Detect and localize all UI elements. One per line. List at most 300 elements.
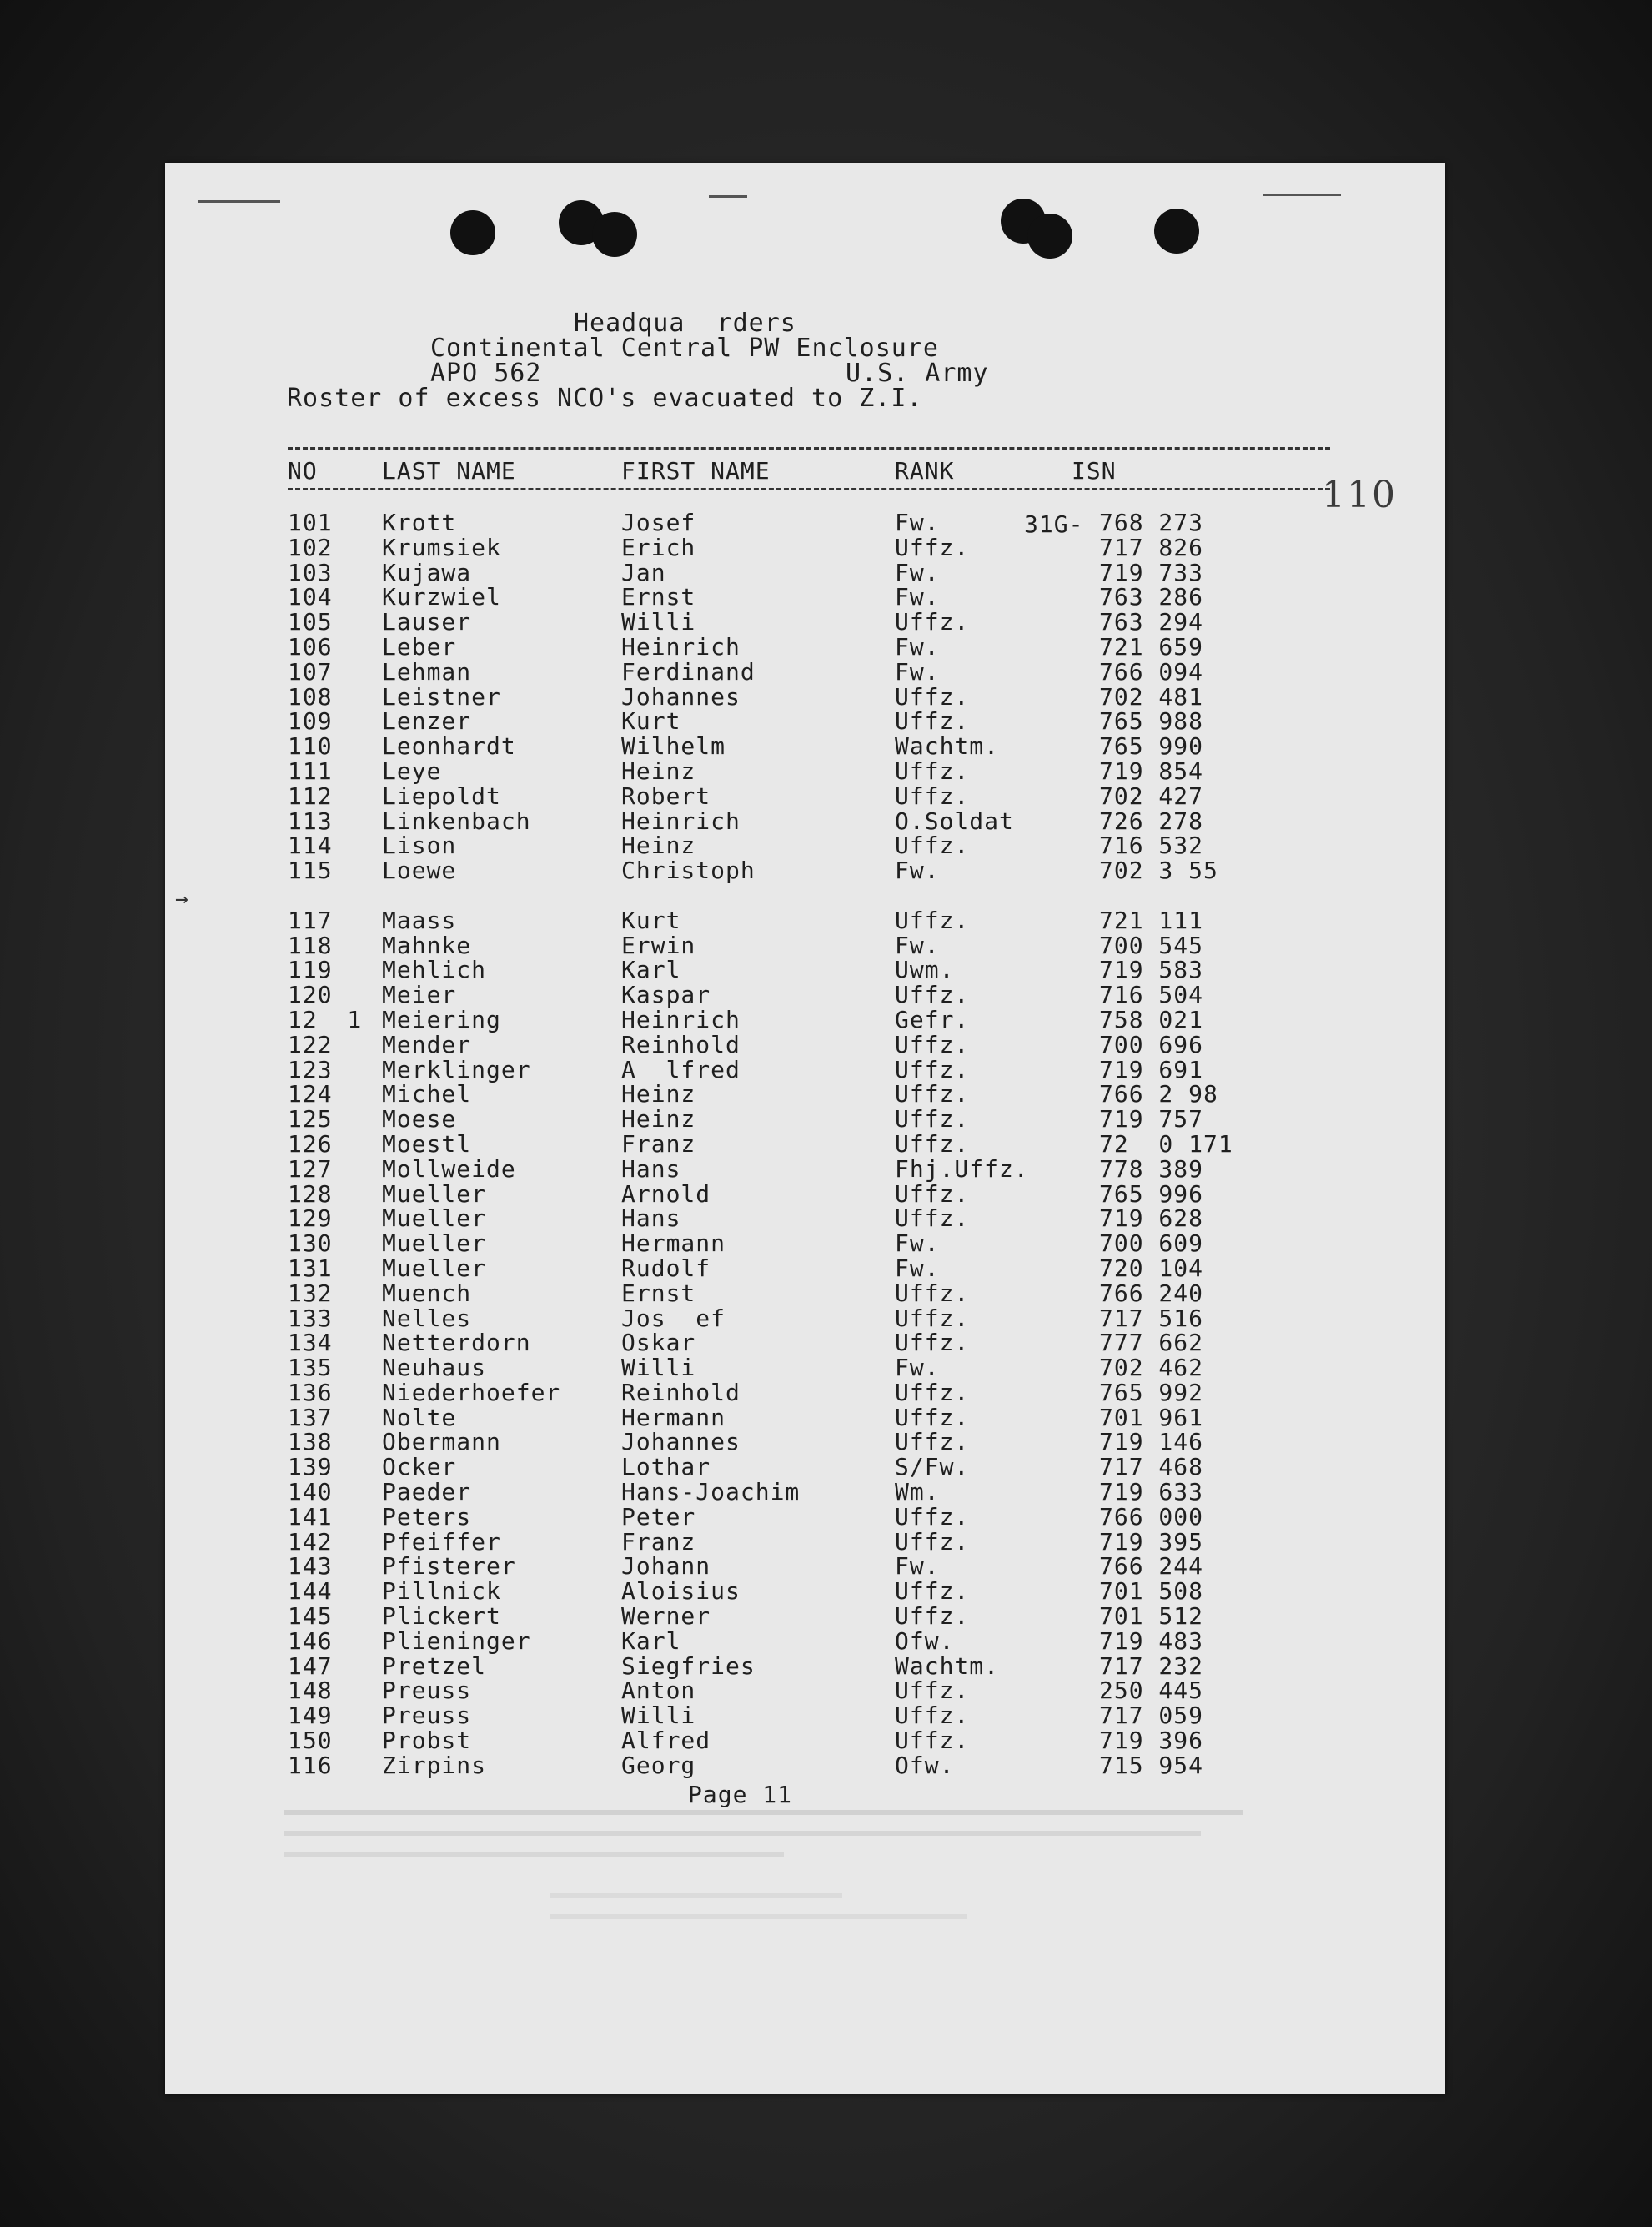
row-number: 139: [288, 1453, 333, 1481]
first-name-cell: Kaspar: [621, 981, 711, 1009]
table-row: [0, 883, 1280, 908]
last-name-cell: Obermann: [382, 1428, 501, 1456]
first-name-cell: Wilhelm: [621, 732, 726, 761]
rank-cell: S/Fw.: [895, 1453, 970, 1481]
first-name-cell: Heinz: [621, 1105, 696, 1134]
table-row: [0, 657, 1280, 686]
isn-cell: 763 294: [1099, 608, 1204, 636]
first-name-cell: Willi: [621, 1354, 696, 1382]
rank-cell: Wachtm.: [895, 1651, 1000, 1680]
first-name-cell: Robert: [621, 782, 711, 810]
rank-cell: Uwm.: [895, 956, 955, 984]
first-name-cell: Arnold: [621, 1179, 711, 1208]
table-row: [0, 1554, 1280, 1579]
table-row: [0, 1055, 1280, 1083]
dashed-rule-top: [288, 447, 1330, 450]
first-name-cell: Hermann: [621, 1403, 726, 1431]
row-number: 130: [288, 1229, 333, 1258]
row-number: 105: [288, 608, 333, 636]
isn-cell: 716 504: [1099, 981, 1204, 1009]
last-name-cell: Moese: [382, 1105, 457, 1134]
first-name-cell: Ernst: [621, 1279, 696, 1307]
table-row: [0, 1405, 1280, 1430]
table-row: [0, 1430, 1280, 1455]
header-line-2: Continental Central PW Enclosure: [430, 334, 939, 363]
isn-prefix: 31G-: [1024, 510, 1084, 538]
row-number: 144: [288, 1577, 333, 1606]
rank-cell: Wachtm.: [895, 732, 1000, 761]
last-name-cell: Mueller: [382, 1179, 487, 1208]
row-number: 101: [288, 509, 333, 536]
header-line-3-right: U.S. Army: [846, 359, 989, 388]
isn-cell: 702 3 55: [1099, 857, 1218, 885]
first-name-cell: Heinrich: [621, 632, 741, 661]
row-number: 117: [288, 906, 333, 934]
rank-cell: Fhj.Uffz.: [895, 1154, 1029, 1183]
isn-cell: 765 988: [1099, 707, 1204, 736]
first-name-cell: Jan: [621, 558, 666, 586]
table-row: [0, 784, 1280, 809]
first-name-cell: Anton: [621, 1677, 696, 1705]
table-row: [0, 1281, 1280, 1306]
table-row: [0, 1030, 1280, 1058]
first-name-cell: Ernst: [621, 583, 696, 611]
last-name-cell: Leye: [382, 757, 442, 785]
isn-cell: 726 278: [1099, 807, 1204, 835]
row-number: 122: [288, 1030, 333, 1058]
last-name-cell: Preuss: [382, 1677, 472, 1705]
punch-hole: [1154, 209, 1199, 254]
first-name-cell: Heinrich: [621, 807, 741, 835]
last-name-cell: Michel: [382, 1080, 472, 1108]
row-number: 131: [288, 1254, 333, 1282]
row-number: 141: [288, 1502, 333, 1531]
rank-cell: Uffz.: [895, 1080, 970, 1108]
last-name-cell: Leber: [382, 632, 457, 661]
isn-cell: 763 286: [1099, 583, 1204, 611]
rank-cell: Uffz.: [895, 1702, 970, 1730]
isn-cell: 717 059: [1099, 1702, 1204, 1730]
isn-cell: 716 532: [1099, 832, 1204, 860]
row-number: 127: [288, 1154, 333, 1183]
first-name-cell: Reinhold: [621, 1030, 741, 1058]
first-name-cell: Christoph: [621, 857, 756, 885]
rank-cell: Uffz.: [895, 782, 970, 810]
first-name-cell: Georg: [621, 1751, 696, 1779]
isn-cell: 768 273: [1099, 509, 1204, 536]
isn-cell: 758 021: [1099, 1005, 1204, 1033]
first-name-cell: Erwin: [621, 931, 696, 959]
rank-cell: Fw.: [895, 583, 940, 611]
last-name-cell: Leonhardt: [382, 732, 516, 761]
last-name-cell: Maass: [382, 906, 457, 934]
rank-cell: Fw.: [895, 857, 940, 885]
last-name-cell: Mender: [382, 1030, 472, 1058]
isn-cell: 715 954: [1099, 1751, 1204, 1779]
row-number: 108: [288, 682, 333, 711]
isn-cell: 719 583: [1099, 956, 1204, 984]
row-number: 114: [288, 832, 333, 860]
rank-cell: Uffz.: [895, 1304, 970, 1332]
rank-cell: Fw.: [895, 1354, 940, 1382]
last-name-cell: Mueller: [382, 1254, 487, 1282]
rank-cell: Uffz.: [895, 1577, 970, 1606]
row-number: 12 1: [288, 1005, 363, 1033]
row-number: 118: [288, 931, 333, 959]
rank-cell: Fw.: [895, 657, 940, 686]
first-name-cell: Franz: [621, 1129, 696, 1158]
table-row: [0, 1728, 1280, 1753]
show-through-text: [284, 1852, 784, 1857]
column-header-rank: RANK: [895, 457, 955, 485]
last-name-cell: Neuhaus: [382, 1354, 487, 1382]
isn-cell: 766 240: [1099, 1279, 1204, 1307]
punch-hole: [450, 210, 495, 255]
table-row: [0, 908, 1280, 933]
first-name-cell: Alfred: [621, 1727, 711, 1755]
last-name-cell: Pretzel: [382, 1651, 487, 1680]
rank-cell: Uffz.: [895, 832, 970, 860]
isn-cell: 719 633: [1099, 1478, 1204, 1506]
rank-cell: Fw.: [895, 509, 940, 536]
table-row: [0, 983, 1280, 1008]
dashed-rule-bottom: [288, 488, 1330, 490]
row-number: 140: [288, 1478, 333, 1506]
page-stamp-number: 110: [1322, 474, 1397, 516]
row-number: 115: [288, 857, 333, 885]
row-number: 107: [288, 657, 333, 686]
rank-cell: Fw.: [895, 1552, 940, 1581]
row-number: 143: [288, 1552, 333, 1581]
first-name-cell: Willi: [621, 608, 696, 636]
row-number: 112: [288, 782, 333, 810]
last-name-cell: Nelles: [382, 1304, 472, 1332]
table-row: [0, 833, 1280, 858]
last-name-cell: Niederhoefer: [382, 1378, 561, 1406]
first-name-cell: Hans: [621, 1154, 681, 1183]
last-name-cell: Krott: [382, 509, 457, 536]
rank-cell: Fw.: [895, 558, 940, 586]
first-name-cell: Kurt: [621, 906, 681, 934]
last-name-cell: Lenzer: [382, 707, 472, 736]
row-number: 150: [288, 1727, 333, 1755]
rank-cell: Uffz.: [895, 1279, 970, 1307]
table-row: [0, 958, 1280, 983]
rank-cell: Uffz.: [895, 1105, 970, 1134]
edge-mark: [1263, 194, 1341, 196]
roster-table: [0, 510, 1280, 1778]
first-name-cell: Johannes: [621, 1428, 741, 1456]
row-number: 113: [288, 807, 333, 835]
first-name-cell: Hermann: [621, 1229, 726, 1258]
show-through-text: [284, 1831, 1201, 1836]
row-number: 125: [288, 1105, 333, 1134]
isn-cell: 766 244: [1099, 1552, 1204, 1581]
isn-cell: 701 512: [1099, 1602, 1204, 1631]
rank-cell: Uffz.: [895, 1179, 970, 1208]
isn-cell: 765 996: [1099, 1179, 1204, 1208]
isn-cell: 721 111: [1099, 906, 1204, 934]
isn-cell: 721 659: [1099, 632, 1204, 661]
rank-cell: Fw.: [895, 1254, 940, 1282]
table-row: [0, 1703, 1280, 1728]
table-row: [0, 558, 1280, 586]
first-name-cell: Werner: [621, 1602, 711, 1631]
table-row: [0, 734, 1280, 759]
first-name-cell: Heinz: [621, 757, 696, 785]
row-number: 110: [288, 732, 333, 761]
table-row: [0, 1107, 1280, 1132]
isn-cell: 766 094: [1099, 657, 1204, 686]
first-name-cell: Jos ef: [621, 1304, 726, 1332]
row-number: 104: [288, 583, 333, 611]
isn-cell: 719 854: [1099, 757, 1204, 785]
table-row: [0, 1256, 1280, 1281]
column-header-no: NO: [288, 457, 318, 485]
row-number: 109: [288, 707, 333, 736]
row-number: 126: [288, 1129, 333, 1158]
last-name-cell: Kurzwiel: [382, 583, 501, 611]
table-row: [0, 610, 1280, 635]
first-name-cell: Ferdinand: [621, 657, 756, 686]
first-name-cell: Siegfries: [621, 1651, 756, 1680]
last-name-cell: Nolte: [382, 1403, 457, 1431]
table-row: [0, 1380, 1280, 1405]
table-row: [0, 585, 1280, 610]
table-row: [0, 759, 1280, 784]
table-row: [0, 1502, 1280, 1531]
table-row: [0, 858, 1280, 883]
isn-cell: 717 468: [1099, 1453, 1204, 1481]
last-name-cell: Muench: [382, 1279, 472, 1307]
table-row: [0, 1455, 1280, 1480]
first-name-cell: Kurt: [621, 707, 681, 736]
last-name-cell: Zirpins: [382, 1751, 487, 1779]
last-name-cell: Krumsiek: [382, 533, 501, 561]
rank-cell: Uffz.: [895, 981, 970, 1009]
isn-cell: 719 628: [1099, 1204, 1204, 1233]
row-number: 132: [288, 1279, 333, 1307]
row-number: 120: [288, 981, 333, 1009]
isn-cell: 719 757: [1099, 1105, 1204, 1134]
row-number: 137: [288, 1403, 333, 1431]
isn-cell: 717 826: [1099, 533, 1204, 561]
last-name-cell: Pfeiffer: [382, 1527, 501, 1556]
rank-cell: Uffz.: [895, 1129, 970, 1158]
rank-cell: Uffz.: [895, 1204, 970, 1233]
header-line-4: Roster of excess NCO's evacuated to Z.I.: [287, 384, 923, 413]
table-row: [0, 1179, 1280, 1208]
first-name-cell: Heinrich: [621, 1005, 741, 1033]
table-row: [0, 1231, 1280, 1256]
table-row: [0, 1206, 1280, 1231]
isn-cell: 701 961: [1099, 1403, 1204, 1431]
rank-cell: Uffz.: [895, 608, 970, 636]
isn-cell: 719 396: [1099, 1727, 1204, 1755]
rank-cell: Uffz.: [895, 1378, 970, 1406]
rank-cell: Uffz.: [895, 906, 970, 934]
show-through-text: [550, 1914, 967, 1919]
rank-cell: Uffz.: [895, 533, 970, 561]
row-number: 146: [288, 1626, 333, 1655]
table-row: [0, 1480, 1280, 1505]
isn-cell: 702 481: [1099, 682, 1204, 711]
last-name-cell: Meier: [382, 981, 457, 1009]
row-number: 116: [288, 1751, 333, 1779]
isn-cell: 765 992: [1099, 1378, 1204, 1406]
first-name-cell: Erich: [621, 533, 696, 561]
show-through-text: [550, 1893, 842, 1898]
isn-cell: 700 545: [1099, 931, 1204, 959]
row-number: 119: [288, 956, 333, 984]
table-row: [0, 1651, 1280, 1680]
row-number: 134: [288, 1329, 333, 1357]
rank-cell: Uffz.: [895, 1030, 970, 1058]
last-name-cell: Plickert: [382, 1602, 501, 1631]
last-name-cell: Lauser: [382, 608, 472, 636]
first-name-cell: Willi: [621, 1702, 696, 1730]
rank-cell: Uffz.: [895, 1602, 970, 1631]
first-name-cell: Heinz: [621, 832, 696, 860]
row-number: 128: [288, 1179, 333, 1208]
header-line-3-left: APO 562: [430, 359, 542, 388]
row-number: 147: [288, 1651, 333, 1680]
first-name-cell: Heinz: [621, 1080, 696, 1108]
isn-cell: 717 516: [1099, 1304, 1204, 1332]
isn-cell: 701 508: [1099, 1577, 1204, 1606]
isn-cell: 719 733: [1099, 558, 1204, 586]
rank-cell: Ofw.: [895, 1751, 955, 1779]
row-number: 102: [288, 533, 333, 561]
table-row: [0, 1005, 1280, 1033]
row-number: 123: [288, 1055, 333, 1083]
table-row: [0, 682, 1280, 711]
rank-cell: Ofw.: [895, 1626, 955, 1655]
page-number: Page 11: [688, 1781, 793, 1808]
first-name-cell: Oskar: [621, 1329, 696, 1357]
table-row: [0, 632, 1280, 661]
last-name-cell: Pfisterer: [382, 1552, 516, 1581]
table-row: [0, 1129, 1280, 1158]
first-name-cell: Aloisius: [621, 1577, 741, 1606]
table-row: [0, 535, 1280, 561]
last-name-cell: Meiering: [382, 1005, 501, 1033]
arrow-margin-mark: →: [175, 887, 188, 912]
first-name-cell: Rudolf: [621, 1254, 711, 1282]
header-line-1: Headqua rders: [574, 309, 796, 338]
edge-mark: [198, 200, 280, 203]
last-name-cell: Mueller: [382, 1229, 487, 1258]
punch-hole: [1027, 214, 1072, 259]
first-name-cell: Karl: [621, 956, 681, 984]
isn-cell: 777 662: [1099, 1329, 1204, 1357]
row-number: 111: [288, 757, 333, 785]
first-name-cell: Hans-Joachim: [621, 1478, 801, 1506]
last-name-cell: Lehman: [382, 657, 472, 686]
table-row: [0, 809, 1280, 834]
show-through-text: [284, 1810, 1243, 1815]
row-number: 136: [288, 1378, 333, 1406]
table-row: [0, 933, 1280, 958]
last-name-cell: Liepoldt: [382, 782, 501, 810]
last-name-cell: Loewe: [382, 857, 457, 885]
table-row: [0, 709, 1280, 734]
row-number: 145: [288, 1602, 333, 1631]
column-header-first-name: FIRST NAME: [621, 457, 771, 485]
rank-cell: Uffz.: [895, 1329, 970, 1357]
isn-cell: 766 000: [1099, 1502, 1204, 1531]
table-row: [0, 1154, 1280, 1183]
first-name-cell: Reinhold: [621, 1378, 741, 1406]
last-name-cell: Lison: [382, 832, 457, 860]
last-name-cell: Merklinger: [382, 1055, 531, 1083]
isn-cell: 778 389: [1099, 1154, 1204, 1183]
rank-cell: Uffz.: [895, 1502, 970, 1531]
last-name-cell: Kujawa: [382, 558, 472, 586]
isn-cell: 766 2 98: [1099, 1080, 1218, 1108]
table-row: [0, 1678, 1280, 1703]
rank-cell: Uffz.: [895, 1055, 970, 1083]
last-name-cell: Moestl: [382, 1129, 472, 1158]
first-name-cell: Josef: [621, 509, 696, 536]
first-name-cell: Franz: [621, 1527, 696, 1556]
rank-cell: Uffz.: [895, 682, 970, 711]
table-row: [0, 1626, 1280, 1655]
row-number: 142: [288, 1527, 333, 1556]
table-row: [0, 1753, 1280, 1778]
row-number: 149: [288, 1702, 333, 1730]
rank-cell: Uffz.: [895, 707, 970, 736]
row-number: 124: [288, 1080, 333, 1108]
last-name-cell: Probst: [382, 1727, 472, 1755]
isn-cell: 720 104: [1099, 1254, 1204, 1282]
first-name-cell: Johannes: [621, 682, 741, 711]
isn-cell: 717 232: [1099, 1651, 1204, 1680]
last-name-cell: Preuss: [382, 1702, 472, 1730]
table-row: [0, 1306, 1280, 1331]
rank-cell: Wm.: [895, 1478, 940, 1506]
row-number: 135: [288, 1354, 333, 1382]
isn-cell: 702 462: [1099, 1354, 1204, 1382]
first-name-cell: Hans: [621, 1204, 681, 1233]
rank-cell: Uffz.: [895, 1403, 970, 1431]
last-name-cell: Ocker: [382, 1453, 457, 1481]
table-row: [0, 510, 1280, 535]
first-name-cell: Lothar: [621, 1453, 711, 1481]
rank-cell: Uffz.: [895, 1677, 970, 1705]
row-number: 129: [288, 1204, 333, 1233]
table-row: [0, 1579, 1280, 1604]
column-header-isn: ISN: [1072, 457, 1117, 485]
row-number: 106: [288, 632, 333, 661]
rank-cell: O.Soldat: [895, 807, 1014, 835]
last-name-cell: Plieninger: [382, 1626, 531, 1655]
rank-cell: Gefr.: [895, 1005, 970, 1033]
last-name-cell: Linkenbach: [382, 807, 531, 835]
isn-cell: 700 609: [1099, 1229, 1204, 1258]
last-name-cell: Pillnick: [382, 1577, 501, 1606]
table-row: [0, 1082, 1280, 1107]
table-row: [0, 1527, 1280, 1556]
isn-cell: 719 146: [1099, 1428, 1204, 1456]
isn-cell: 700 696: [1099, 1030, 1204, 1058]
first-name-cell: A lfred: [621, 1055, 741, 1083]
last-name-cell: Mueller: [382, 1204, 487, 1233]
edge-mark: [709, 195, 747, 198]
column-header-last-name: LAST NAME: [382, 457, 516, 485]
table-row: [0, 1604, 1280, 1629]
table-row: [0, 1330, 1280, 1355]
